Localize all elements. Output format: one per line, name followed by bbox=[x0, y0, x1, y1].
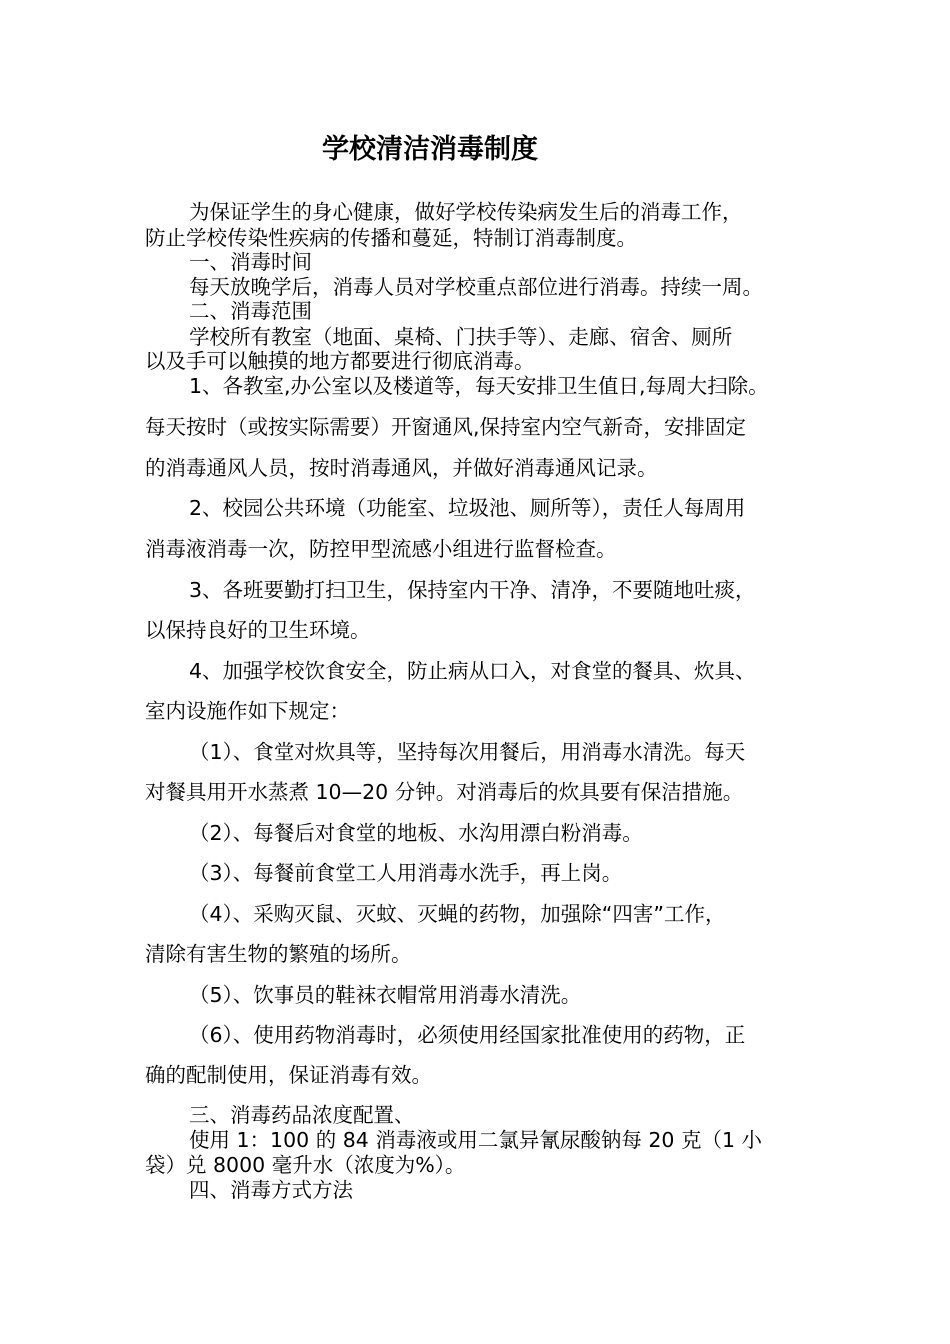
paragraph-line: 每天放晚学后，消毒人员对学校重点部位进行消毒。持续一周。 bbox=[189, 275, 763, 299]
paragraph-line: 使用 1：100 的 84 消毒液或用二氯异氰尿酸钠每 20 克（1 小 bbox=[189, 1128, 762, 1152]
paragraph-line: 袋）兑 8000 毫升水（浓度为%）。 bbox=[145, 1153, 466, 1177]
paragraph-line: （3）、每餐前食堂工人用消毒水洗手，再上岗。 bbox=[189, 861, 623, 885]
paragraph-line: 消毒液消毒一次，防控甲型流感小组进行监督检查。 bbox=[145, 537, 617, 561]
section-heading: 二、消毒范围 bbox=[189, 299, 312, 323]
paragraph-line: 以及手可以触摸的地方都要进行彻底消毒。 bbox=[145, 349, 535, 373]
paragraph-line: 2、校园公共环境（功能室、垃圾池、厕所等），责任人每周用 bbox=[189, 496, 746, 520]
paragraph-line: （5）、饮事员的鞋袜衣帽常用消毒水清洗。 bbox=[189, 983, 582, 1007]
paragraph-line: （2）、每餐后对食堂的地板、水沟用漂白粉消毒。 bbox=[189, 821, 643, 845]
section-heading: 一、消毒时间 bbox=[189, 250, 312, 274]
paragraph-line: 学校所有教室（地面、桌椅、门扶手等）、走廊、宿舍、厕所 bbox=[189, 325, 733, 349]
paragraph-line: 1、各教室,办公室以及楼道等，每天安排卫生值日,每周大扫除。 bbox=[189, 374, 769, 398]
section-heading: 四、消毒方式方法 bbox=[189, 1178, 353, 1202]
paragraph-line: 以保持良好的卫生环境。 bbox=[145, 618, 371, 642]
paragraph-line: （1）、食堂对炊具等，坚持每次用餐后，用消毒水清洗。每天 bbox=[189, 740, 746, 764]
paragraph-line: 对餐具用开水蒸煮 10—20 分钟。对消毒后的炊具要有保洁措施。 bbox=[145, 780, 744, 804]
paragraph-line: 每天按时（或按实际需要）开窗通风,保持室内空气新奇，安排固定 bbox=[145, 415, 747, 439]
paragraph-line: 防止学校传染性疾病的传播和蔓延，特制订消毒制度。 bbox=[145, 226, 637, 250]
paragraph-line: 确的配制使用，保证消毒有效。 bbox=[145, 1063, 432, 1087]
paragraph-line: 3、各班要勤打扫卫生，保持室内干净、清净，不要随地吐痰， bbox=[189, 578, 756, 602]
paragraph-line: 清除有害生物的繁殖的场所。 bbox=[145, 942, 412, 966]
paragraph-line: 4、加强学校饮食安全，防止病从口入，对食堂的餐具、炊具、 bbox=[189, 659, 756, 683]
paragraph-line: 为保证学生的身心健康，做好学校传染病发生后的消毒工作， bbox=[189, 200, 743, 224]
paragraph-line: 室内设施作如下规定： bbox=[145, 699, 350, 723]
paragraph-line: 的消毒通风人员，按时消毒通风，并做好消毒通风记录。 bbox=[145, 456, 658, 480]
section-heading: 三、消毒药品浓度配置、 bbox=[189, 1103, 415, 1127]
document-title: 学校清洁消毒制度 bbox=[322, 134, 538, 165]
paragraph-line: （4）、采购灭鼠、灭蚊、灭蝇的药物，加强除“四害”工作， bbox=[189, 902, 726, 926]
paragraph-line: （6）、使用药物消毒时，必须使用经国家批准使用的药物，正 bbox=[189, 1023, 746, 1047]
